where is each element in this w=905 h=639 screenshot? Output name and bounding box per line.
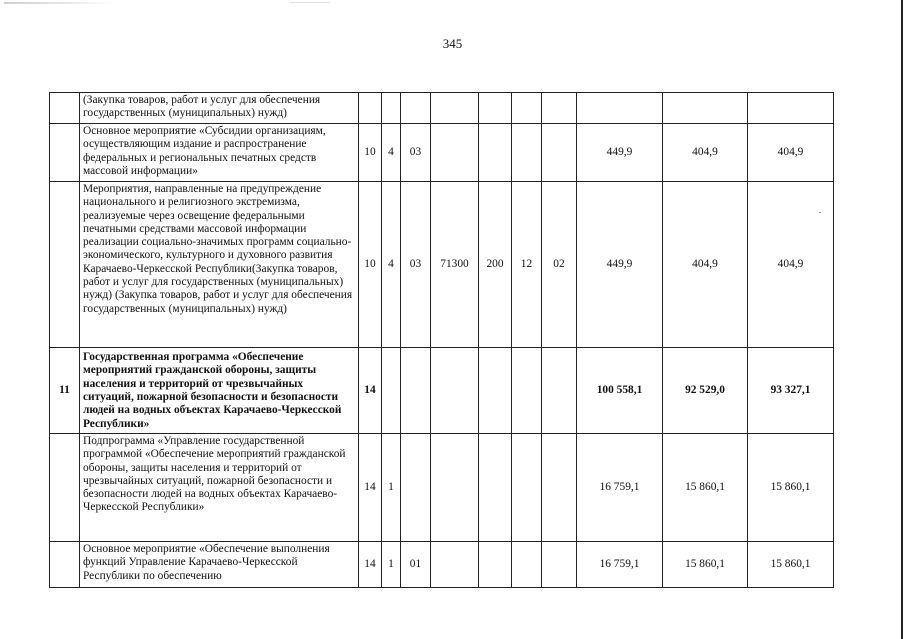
code-expense-type: 200 bbox=[479, 182, 512, 348]
table-row bbox=[50, 434, 834, 542]
budget-table bbox=[49, 92, 834, 588]
code-section bbox=[359, 93, 382, 124]
table-row bbox=[50, 542, 834, 588]
amount-year-1: 449,9 bbox=[577, 182, 663, 348]
row-description: (Закупка товаров, работ и услуг для обеспечения государственных (муниципальных) нужд) bbox=[80, 93, 359, 124]
code-section: 14 bbox=[359, 348, 382, 434]
page-edge bbox=[901, 0, 903, 639]
code-program: 03 bbox=[401, 182, 431, 348]
code-subsection: 4 bbox=[382, 182, 401, 348]
code-subsection: 1 bbox=[382, 434, 401, 542]
code-subsection bbox=[382, 348, 401, 434]
row-description: Основное мероприятие «Субсидии организациям, осуществляющим издание и распространение федеральных и региональных печатных средств массовой информации» bbox=[80, 124, 359, 182]
code-subsection bbox=[382, 93, 401, 124]
amount-year-2: 15 860,1 bbox=[663, 542, 748, 588]
code-program bbox=[401, 348, 431, 434]
code-subsection: 1 bbox=[382, 542, 401, 588]
code-program: 03 bbox=[401, 124, 431, 182]
code-section: 10 bbox=[359, 182, 382, 348]
table-body bbox=[50, 93, 834, 588]
code-expense-type bbox=[479, 348, 512, 434]
table-row bbox=[50, 124, 834, 182]
amount-year-3: 15 860,1 bbox=[748, 434, 834, 542]
code-expense-type bbox=[479, 542, 512, 588]
amount-year-1 bbox=[577, 93, 663, 124]
code-program bbox=[401, 434, 431, 542]
code-expense-type bbox=[479, 124, 512, 182]
code-extra-2 bbox=[542, 348, 577, 434]
amount-year-3: 93 327,1 bbox=[748, 348, 834, 434]
amount-year-3: 404,9 bbox=[748, 124, 834, 182]
code-program bbox=[401, 93, 431, 124]
code-extra-2 bbox=[542, 93, 577, 124]
row-index bbox=[50, 124, 80, 182]
amount-year-3: 15 860,1 bbox=[748, 542, 834, 588]
amount-year-1: 16 759,1 bbox=[577, 434, 663, 542]
row-description: Подпрограмма «Управление государственной программой «Обеспечение мероприятий гражданской обороны, защиты населения и территорий от чрезвычайных ситуаций, пожарной безопасности и безопасности людей на водных объектах Карачаево-Черкесской Республики» bbox=[80, 434, 359, 542]
code-extra-1 bbox=[512, 124, 542, 182]
code-expense-type bbox=[479, 93, 512, 124]
code-extra-1 bbox=[512, 434, 542, 542]
code-subsection: 4 bbox=[382, 124, 401, 182]
code-extra-1 bbox=[512, 348, 542, 434]
code-extra-1 bbox=[512, 93, 542, 124]
row-description: Государственная программа «Обеспечение мероприятий гражданской обороны, защиты населения и территорий от чрезвычайных ситуаций, пожарной безопасности и безопасности людей на водных объектах Карачаево-Черкесской Республики» bbox=[80, 348, 359, 434]
amount-year-1: 449,9 bbox=[577, 124, 663, 182]
code-direction bbox=[431, 348, 479, 434]
amount-year-2: 92 529,0 bbox=[663, 348, 748, 434]
amount-year-1: 100 558,1 bbox=[577, 348, 663, 434]
amount-year-2: 404,9 bbox=[663, 124, 748, 182]
page-number: 345 bbox=[442, 36, 463, 51]
scan-artifact bbox=[4, 2, 114, 4]
code-extra-2 bbox=[542, 542, 577, 588]
amount-year-2: 15 860,1 bbox=[663, 434, 748, 542]
amount-year-1: 16 759,1 bbox=[577, 542, 663, 588]
row-index: 11 bbox=[50, 348, 80, 434]
table-row bbox=[50, 348, 834, 434]
code-expense-type bbox=[479, 434, 512, 542]
row-index bbox=[50, 542, 80, 588]
table-row bbox=[50, 93, 834, 124]
code-extra-2 bbox=[542, 434, 577, 542]
code-direction: 71300 bbox=[431, 182, 479, 348]
amount-year-3: 404,9 bbox=[748, 182, 834, 348]
code-section: 10 bbox=[359, 124, 382, 182]
code-direction bbox=[431, 542, 479, 588]
row-description: Основное мероприятие «Обеспечение выполнения функций Управление Карачаево-Черкесской Республики по обеспечению bbox=[80, 542, 359, 588]
code-extra-1: 12 bbox=[512, 182, 542, 348]
amount-year-2 bbox=[663, 93, 748, 124]
code-direction bbox=[431, 124, 479, 182]
amount-year-2: 404,9 bbox=[663, 182, 748, 348]
code-section: 14 bbox=[359, 434, 382, 542]
code-extra-2: 02 bbox=[542, 182, 577, 348]
code-extra-1 bbox=[512, 542, 542, 588]
code-program: 01 bbox=[401, 542, 431, 588]
row-index bbox=[50, 182, 80, 348]
row-index bbox=[50, 434, 80, 542]
row-index bbox=[50, 93, 80, 124]
row-description: Мероприятия, направленные на предупреждение национального и религиозного экстремизма, реализуемые через освещение федеральными печатными средствами массовой информации реализации социально-значимых программ социально-экономического, культурного и духовного развития Карачаево-Черкесской Республики(Закупка товаров, работ и услуг для государственных (муниципальных) нужд) (Закупка товаров, работ и услуг для обеспечения государственных (муниципальных) нужд) bbox=[80, 182, 359, 348]
code-section: 14 bbox=[359, 542, 382, 588]
table-row bbox=[50, 182, 834, 348]
code-direction bbox=[431, 93, 479, 124]
code-direction bbox=[431, 434, 479, 542]
code-extra-2 bbox=[542, 124, 577, 182]
amount-year-3 bbox=[748, 93, 834, 124]
scan-artifact bbox=[290, 2, 330, 3]
